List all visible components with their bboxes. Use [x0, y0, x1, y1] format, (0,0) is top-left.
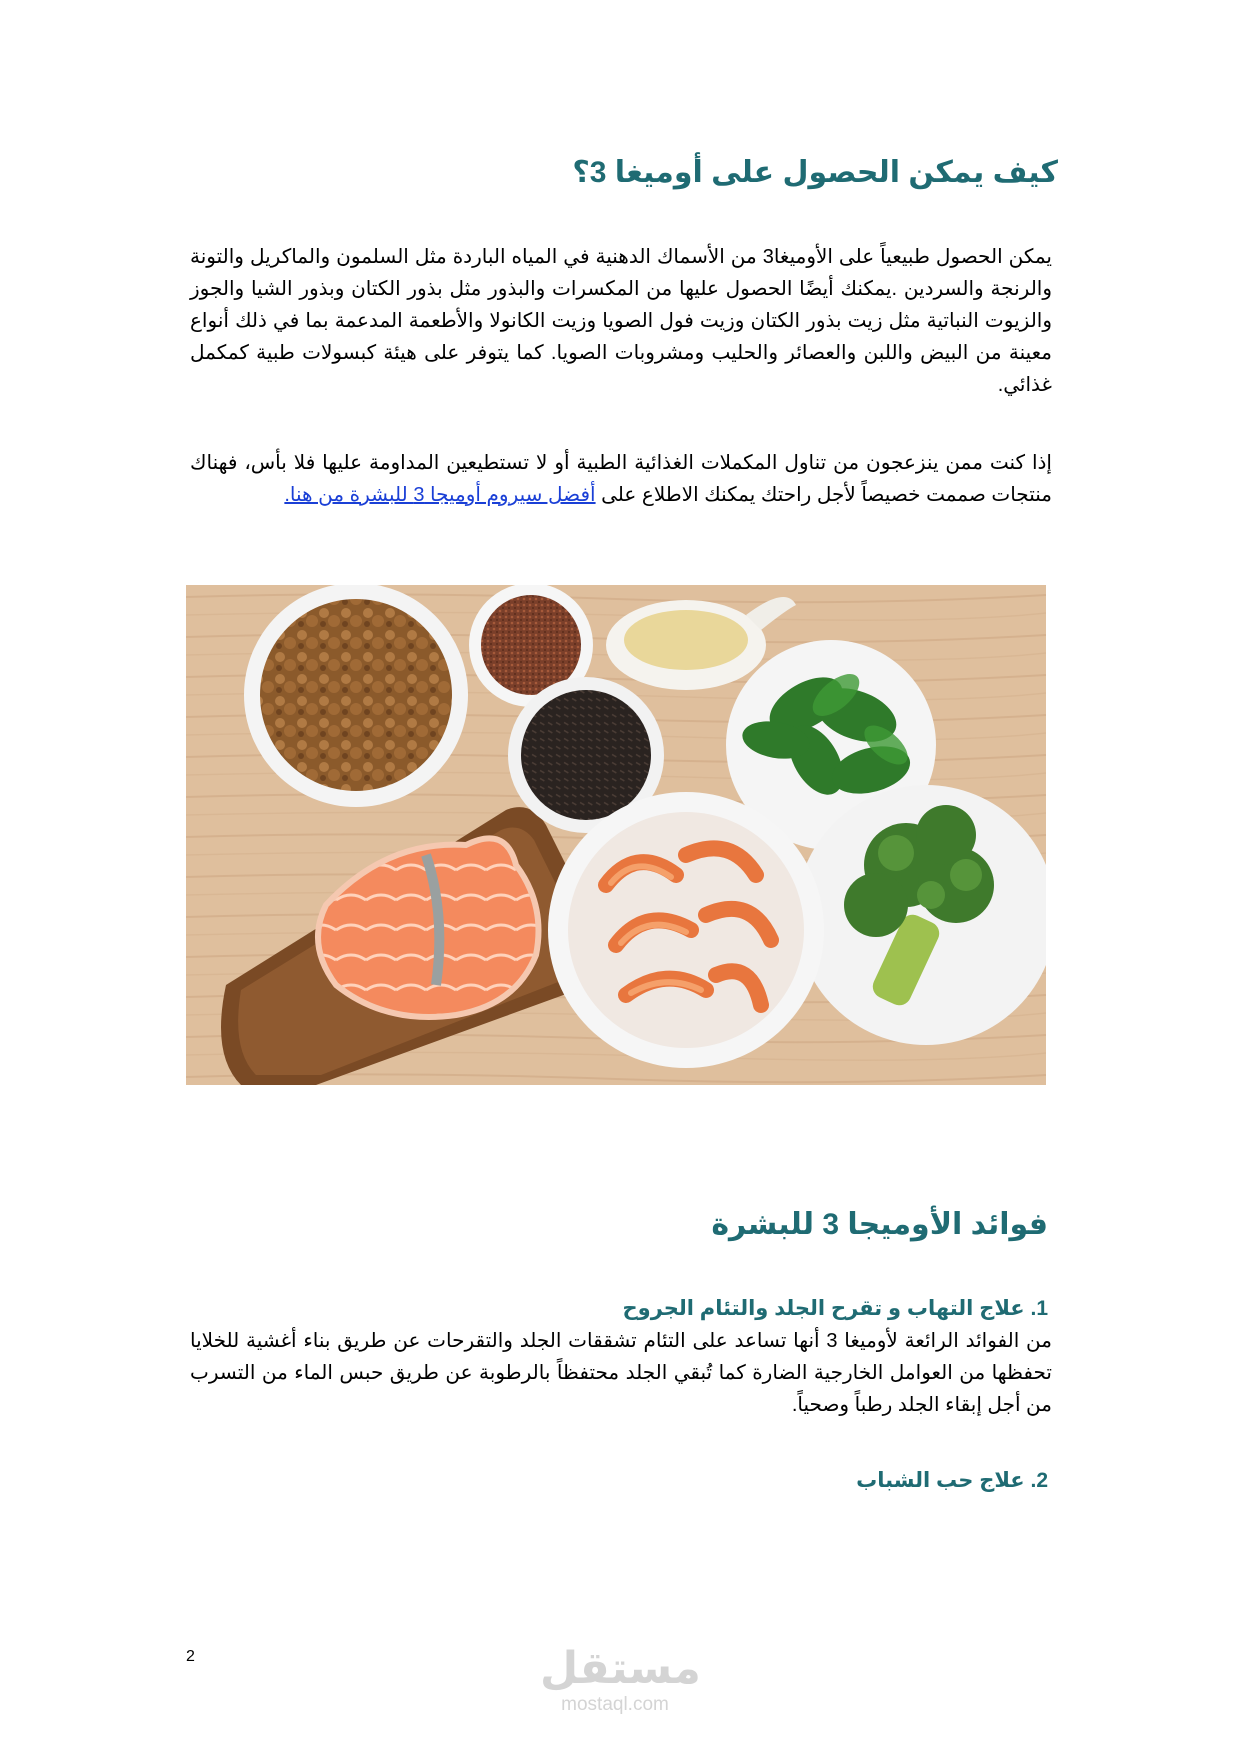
heading-omega3-skin-benefits: فوائد الأوميجا 3 للبشرة — [711, 1208, 1048, 1241]
paragraph-omega3-sources: يمكن الحصول طبيعياً على الأوميغا3 من الأسماك الدهنية في المياه الباردة مثل السلمون والماكريل والتونة والرنجة والسردين .يمكنك أيضًا الحصول عليها من المكسرات والبذور مثل بذور الكتان وبذور الشيا والجوز والزيوت النباتية مثل زيت بذور الكتان وزيت فول الصويا وزيت الكانولا والأطعمة المدعمة بما في ذلك أنواع معينة من البيض واللبن والعصائر والحليب ومشروبات الصويا. كما يتوفر على هيئة كبسولات طبية كمكمل غذائي. — [190, 246, 1052, 396]
logo-arabic-text: مستقل — [540, 1644, 701, 1693]
foods-illustration — [186, 585, 1046, 1085]
best-serum-link[interactable]: أفضل سيروم أوميجا 3 للبشرة من هنا. — [284, 484, 596, 506]
heading-how-to-get-omega3: كيف يمكن الحصول على أوميغا 3؟ — [572, 156, 1058, 189]
benefit-1-text: من الفوائد الرائعة لأوميغا 3 أنها تساعد على التئام تشققات الجلد والتقرحات عن طريق بناء أغشية للخلايا تحفظها من العوامل الخارجية الضارة كما تُبقي الجلد محتفظاً بالرطوبة عن طريق حبس الماء من التسرب من أجل إبقاء الجلد رطباً وصحياً. — [190, 1330, 1052, 1416]
mostaql-logo-watermark — [540, 1644, 701, 1716]
logo-latin-text: mostaql.com — [561, 1694, 669, 1715]
omega3-foods-photo — [186, 585, 1046, 1085]
paragraph-supplements — [190, 447, 1052, 511]
benefit-2-title: 2. علاج حب الشباب — [856, 1469, 1048, 1492]
benefit-1-title: 1. علاج التهاب و تقرح الجلد والتئام الجروح — [622, 1297, 1048, 1320]
paragraph-supplements-text: إذا كنت ممن ينزعجون من تناول المكملات الغذائية الطبية أو لا تستطيعين المداومة عليها فلا بأس، فهناك منتجات صممت خصيصاً لأجل راحتك يمكنك الاطلاع على — [190, 452, 1052, 506]
page-number: 2 — [186, 1648, 195, 1665]
